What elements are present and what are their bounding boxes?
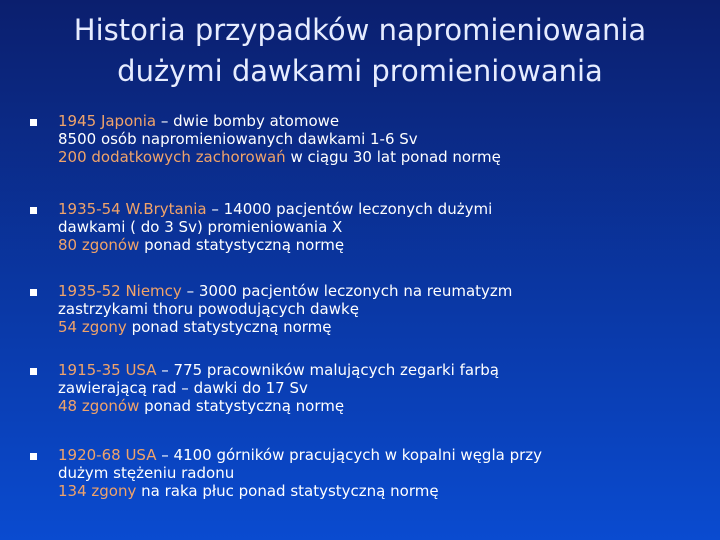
bullet-rest: – 14000 pacjentów leczonych dużymi (206, 200, 493, 218)
bullet-highlight: 200 dodatkowych zachorowań (58, 148, 286, 166)
bullet-square-icon (30, 289, 37, 296)
bullet-text (58, 446, 670, 500)
bullet-rest: – 775 pracowników malujących zegarki farbą (156, 361, 499, 379)
bullet-item (30, 200, 670, 254)
title-line-1: Historia przypadków napromieniowania (73, 13, 647, 47)
bullet-text (58, 282, 670, 336)
bullet-square-icon (30, 119, 37, 126)
bullet-line: zawierającą rad – dawki do 17 Sv (58, 379, 308, 397)
bullet-rest: – 3000 pacjentów leczonych na reumatyzm (181, 282, 513, 300)
bullet-item (30, 361, 670, 415)
bullet-line (58, 318, 670, 336)
bullet-line (58, 482, 670, 500)
bullet-highlight: 1915-35 USA (58, 361, 157, 379)
bullet-highlight: 1920-68 USA (58, 446, 157, 464)
bullet-text (58, 200, 670, 254)
bullet-highlight: 54 zgony (58, 318, 127, 336)
bullet-rest: w ciągu 30 lat ponad normę (285, 148, 501, 166)
bullet-line: zastrzykami thoru powodujących dawkę (58, 300, 359, 318)
bullet-item (30, 282, 670, 336)
bullet-line: dużym stężeniu radonu (58, 464, 235, 482)
bullet-rest: – dwie bomby atomowe (156, 112, 340, 130)
bullet-rest: ponad statystyczną normę (139, 236, 345, 254)
bullet-line (58, 148, 670, 166)
bullet-line (58, 446, 670, 464)
bullet-highlight: 1935-54 W.Brytania (58, 200, 207, 218)
bullet-highlight: 1945 Japonia (58, 112, 157, 130)
bullet-line (58, 236, 670, 254)
bullet-square-icon (30, 368, 37, 375)
bullet-highlight: 48 zgonów (58, 397, 140, 415)
bullet-line (58, 397, 670, 415)
bullet-line: dawkami ( do 3 Sv) promieniowania X (58, 218, 343, 236)
bullet-rest: ponad statystyczną normę (126, 318, 332, 336)
bullet-highlight: 1935-52 Niemcy (58, 282, 182, 300)
bullet-square-icon (30, 453, 37, 460)
bullet-line (58, 361, 670, 379)
bullet-highlight: 134 zgony (58, 482, 137, 500)
bullet-text (58, 112, 670, 166)
bullet-square-icon (30, 207, 37, 214)
bullet-line (58, 200, 670, 218)
bullet-line (58, 112, 670, 130)
title-line-2: dużymi dawkami promieniowania (117, 54, 603, 88)
bullet-highlight: 80 zgonów (58, 236, 140, 254)
bullet-rest: – 4100 górników pracujących w kopalni węgla przy (156, 446, 543, 464)
bullet-item (30, 446, 670, 500)
bullet-rest: na raka płuc ponad statystyczną normę (136, 482, 439, 500)
bullet-line: 8500 osób napromieniowanych dawkami 1-6 Sv (58, 130, 418, 148)
bullet-text (58, 361, 670, 415)
bullet-item (30, 112, 670, 166)
bullet-rest: ponad statystyczną normę (139, 397, 345, 415)
bullet-line (58, 282, 670, 300)
